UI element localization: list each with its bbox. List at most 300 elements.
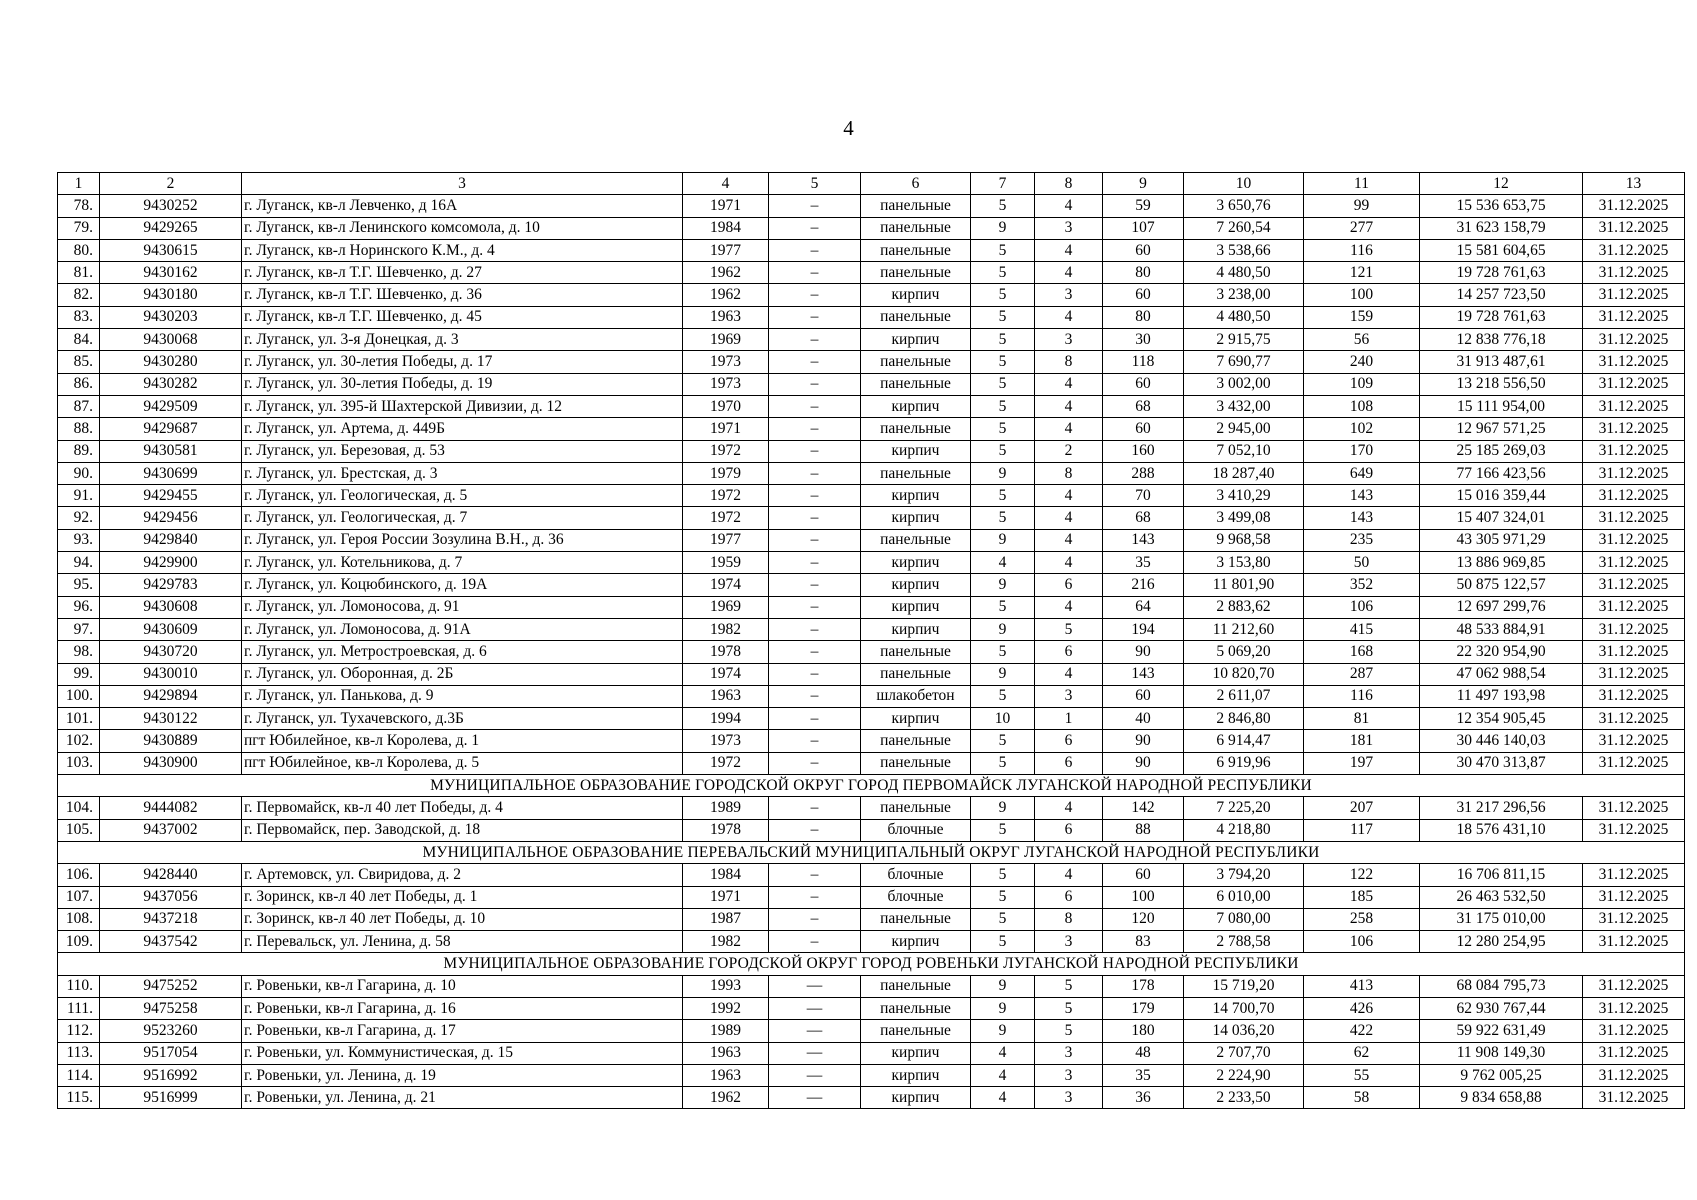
area-cell: 2 915,75: [1184, 329, 1304, 351]
apartments-cell: 88: [1103, 819, 1184, 841]
cost-cell: 30 470 313,87: [1420, 752, 1583, 774]
residents-cell: 352: [1304, 574, 1420, 596]
area-cell: 2 846,80: [1184, 708, 1304, 730]
row-number-cell: 94.: [58, 552, 100, 574]
year-built-cell: 1971: [683, 418, 769, 440]
entrances-cell: 6: [1035, 886, 1103, 908]
address-cell: г. Ровеньки, ул. Коммунистическая, д. 15: [242, 1042, 683, 1064]
wall-material-cell: панельные: [861, 418, 971, 440]
floors-cell: 5: [971, 418, 1035, 440]
year-built-cell: 1982: [683, 931, 769, 953]
residents-cell: 117: [1304, 819, 1420, 841]
year-built-cell: 1972: [683, 752, 769, 774]
table-row: [58, 462, 1685, 484]
entrances-cell: 5: [1035, 618, 1103, 640]
cadastral-id-cell: 9429455: [100, 485, 242, 507]
apartments-cell: 40: [1103, 708, 1184, 730]
row-number-cell: 102.: [58, 730, 100, 752]
year-built-cell: 1963: [683, 306, 769, 328]
dash-cell: –: [769, 752, 861, 774]
deadline-cell: 31.12.2025: [1583, 908, 1685, 930]
row-number-cell: 92.: [58, 507, 100, 529]
year-built-cell: 1989: [683, 797, 769, 819]
wall-material-cell: панельные: [861, 262, 971, 284]
floors-cell: 9: [971, 997, 1035, 1019]
dash-cell: –: [769, 685, 861, 707]
entrances-cell: 4: [1035, 306, 1103, 328]
table-row: [58, 574, 1685, 596]
dash-cell: —: [769, 997, 861, 1019]
column-header: 7: [971, 173, 1035, 195]
floors-cell: 5: [971, 195, 1035, 217]
row-number-cell: 108.: [58, 908, 100, 930]
dash-cell: —: [769, 1064, 861, 1086]
table-row: [58, 708, 1685, 730]
cadastral-id-cell: 9430581: [100, 440, 242, 462]
address-cell: г. Луганск, ул. Коцюбинского, д. 19А: [242, 574, 683, 596]
year-built-cell: 1963: [683, 685, 769, 707]
area-cell: 10 820,70: [1184, 663, 1304, 685]
cost-cell: 31 913 487,61: [1420, 351, 1583, 373]
wall-material-cell: панельные: [861, 373, 971, 395]
floors-cell: 5: [971, 329, 1035, 351]
year-built-cell: 1993: [683, 975, 769, 997]
area-cell: 7 690,77: [1184, 351, 1304, 373]
apartments-cell: 288: [1103, 462, 1184, 484]
entrances-cell: 4: [1035, 864, 1103, 886]
floors-cell: 4: [971, 1064, 1035, 1086]
dash-cell: –: [769, 462, 861, 484]
cadastral-id-cell: 9430203: [100, 306, 242, 328]
year-built-cell: 1963: [683, 1064, 769, 1086]
cost-cell: 15 111 954,00: [1420, 395, 1583, 417]
cadastral-id-cell: 9430122: [100, 708, 242, 730]
area-cell: 7 225,20: [1184, 797, 1304, 819]
apartments-cell: 60: [1103, 685, 1184, 707]
apartments-cell: 118: [1103, 351, 1184, 373]
address-cell: г. Зоринск, кв-л 40 лет Победы, д. 10: [242, 908, 683, 930]
address-cell: г. Луганск, кв-л Т.Г. Шевченко, д. 36: [242, 284, 683, 306]
dash-cell: —: [769, 1020, 861, 1042]
wall-material-cell: панельные: [861, 529, 971, 551]
floors-cell: 9: [971, 1020, 1035, 1042]
municipality-heading: МУНИЦИПАЛЬНОЕ ОБРАЗОВАНИЕ ГОРОДСКОЙ ОКРУГ ГОРОД ПЕРВОМАЙСК ЛУГАНСКОЙ НАРОДНОЙ РЕСПУБЛИКИ: [58, 775, 1685, 797]
deadline-cell: 31.12.2025: [1583, 708, 1685, 730]
row-number-cell: 90.: [58, 462, 100, 484]
registry-body: [58, 195, 1685, 1109]
apartments-cell: 30: [1103, 329, 1184, 351]
cost-cell: 31 217 296,56: [1420, 797, 1583, 819]
cost-cell: 43 305 971,29: [1420, 529, 1583, 551]
cadastral-id-cell: 9429509: [100, 395, 242, 417]
area-cell: 6 010,00: [1184, 886, 1304, 908]
row-number-cell: 88.: [58, 418, 100, 440]
municipality-section-row: [58, 953, 1685, 975]
table-row: [58, 1020, 1685, 1042]
cost-cell: 31 175 010,00: [1420, 908, 1583, 930]
wall-material-cell: панельные: [861, 239, 971, 261]
column-header: 12: [1420, 173, 1583, 195]
cost-cell: 68 084 795,73: [1420, 975, 1583, 997]
deadline-cell: 31.12.2025: [1583, 997, 1685, 1019]
cadastral-id-cell: 9429456: [100, 507, 242, 529]
wall-material-cell: панельные: [861, 908, 971, 930]
cost-cell: 48 533 884,91: [1420, 618, 1583, 640]
entrances-cell: 6: [1035, 574, 1103, 596]
dash-cell: —: [769, 1087, 861, 1109]
wall-material-cell: панельные: [861, 975, 971, 997]
deadline-cell: 31.12.2025: [1583, 552, 1685, 574]
apartments-cell: 83: [1103, 931, 1184, 953]
row-number-cell: 103.: [58, 752, 100, 774]
apartments-cell: 160: [1103, 440, 1184, 462]
cadastral-id-cell: 9430180: [100, 284, 242, 306]
cost-cell: 14 257 723,50: [1420, 284, 1583, 306]
residents-cell: 422: [1304, 1020, 1420, 1042]
floors-cell: 5: [971, 440, 1035, 462]
address-cell: г. Луганск, ул. Оборонная, д. 2Б: [242, 663, 683, 685]
entrances-cell: 3: [1035, 1042, 1103, 1064]
apartments-cell: 59: [1103, 195, 1184, 217]
dash-cell: –: [769, 797, 861, 819]
deadline-cell: 31.12.2025: [1583, 641, 1685, 663]
address-cell: г. Луганск, ул. 3-я Донецкая, д. 3: [242, 329, 683, 351]
column-header: 6: [861, 173, 971, 195]
cost-cell: 15 581 604,65: [1420, 239, 1583, 261]
wall-material-cell: панельные: [861, 195, 971, 217]
cadastral-id-cell: 9437218: [100, 908, 242, 930]
apartments-cell: 60: [1103, 239, 1184, 261]
dash-cell: –: [769, 440, 861, 462]
cost-cell: 50 875 122,57: [1420, 574, 1583, 596]
cost-cell: 19 728 761,63: [1420, 262, 1583, 284]
floors-cell: 5: [971, 819, 1035, 841]
area-cell: 2 788,58: [1184, 931, 1304, 953]
table-row: [58, 931, 1685, 953]
year-built-cell: 1987: [683, 908, 769, 930]
cadastral-id-cell: 9437542: [100, 931, 242, 953]
year-built-cell: 1978: [683, 819, 769, 841]
column-header: 8: [1035, 173, 1103, 195]
residents-cell: 170: [1304, 440, 1420, 462]
dash-cell: –: [769, 886, 861, 908]
apartments-cell: 194: [1103, 618, 1184, 640]
table-row: [58, 262, 1685, 284]
wall-material-cell: панельные: [861, 730, 971, 752]
row-number-cell: 96.: [58, 596, 100, 618]
floors-cell: 5: [971, 239, 1035, 261]
entrances-cell: 2: [1035, 440, 1103, 462]
floors-cell: 4: [971, 1087, 1035, 1109]
address-cell: г. Луганск, ул. 395-й Шахтерской Дивизии, д. 12: [242, 395, 683, 417]
row-number-cell: 85.: [58, 351, 100, 373]
year-built-cell: 1972: [683, 485, 769, 507]
row-number-cell: 105.: [58, 819, 100, 841]
floors-cell: 5: [971, 507, 1035, 529]
deadline-cell: 31.12.2025: [1583, 462, 1685, 484]
floors-cell: 5: [971, 373, 1035, 395]
entrances-cell: 4: [1035, 663, 1103, 685]
address-cell: г. Луганск, ул. Артема, д. 449Б: [242, 418, 683, 440]
wall-material-cell: кирпич: [861, 552, 971, 574]
area-cell: 3 153,80: [1184, 552, 1304, 574]
residents-cell: 81: [1304, 708, 1420, 730]
dash-cell: –: [769, 351, 861, 373]
floors-cell: 5: [971, 596, 1035, 618]
dash-cell: –: [769, 618, 861, 640]
floors-cell: 5: [971, 886, 1035, 908]
apartments-cell: 60: [1103, 284, 1184, 306]
floors-cell: 5: [971, 351, 1035, 373]
row-number-cell: 82.: [58, 284, 100, 306]
floors-cell: 9: [971, 462, 1035, 484]
floors-cell: 9: [971, 797, 1035, 819]
table-row: [58, 418, 1685, 440]
year-built-cell: 1973: [683, 373, 769, 395]
deadline-cell: 31.12.2025: [1583, 663, 1685, 685]
cost-cell: 47 062 988,54: [1420, 663, 1583, 685]
table-row: [58, 351, 1685, 373]
area-cell: 14 700,70: [1184, 997, 1304, 1019]
entrances-cell: 4: [1035, 552, 1103, 574]
area-cell: 7 260,54: [1184, 217, 1304, 239]
entrances-cell: 8: [1035, 462, 1103, 484]
cadastral-id-cell: 9430720: [100, 641, 242, 663]
cost-cell: 77 166 423,56: [1420, 462, 1583, 484]
column-header: 1: [58, 173, 100, 195]
column-header: 4: [683, 173, 769, 195]
row-number-cell: 91.: [58, 485, 100, 507]
cost-cell: 18 576 431,10: [1420, 819, 1583, 841]
floors-cell: 5: [971, 284, 1035, 306]
cadastral-id-cell: 9430615: [100, 239, 242, 261]
deadline-cell: 31.12.2025: [1583, 574, 1685, 596]
deadline-cell: 31.12.2025: [1583, 373, 1685, 395]
table-row: [58, 819, 1685, 841]
dash-cell: –: [769, 819, 861, 841]
residents-cell: 197: [1304, 752, 1420, 774]
cadastral-id-cell: 9523260: [100, 1020, 242, 1042]
table-row: [58, 440, 1685, 462]
floors-cell: 5: [971, 395, 1035, 417]
deadline-cell: 31.12.2025: [1583, 886, 1685, 908]
area-cell: 15 719,20: [1184, 975, 1304, 997]
entrances-cell: 4: [1035, 373, 1103, 395]
cadastral-id-cell: 9430280: [100, 351, 242, 373]
cost-cell: 9 834 658,88: [1420, 1087, 1583, 1109]
address-cell: г. Луганск, ул. Ломоносова, д. 91А: [242, 618, 683, 640]
area-cell: 3 650,76: [1184, 195, 1304, 217]
floors-cell: 9: [971, 529, 1035, 551]
residents-cell: 100: [1304, 284, 1420, 306]
year-built-cell: 1984: [683, 864, 769, 886]
residents-cell: 415: [1304, 618, 1420, 640]
dash-cell: –: [769, 596, 861, 618]
cost-cell: 13 886 969,85: [1420, 552, 1583, 574]
address-cell: г. Луганск, ул. Тухачевского, д.3Б: [242, 708, 683, 730]
deadline-cell: 31.12.2025: [1583, 618, 1685, 640]
address-cell: г. Луганск, ул. Метростроевская, д. 6: [242, 641, 683, 663]
residents-cell: 50: [1304, 552, 1420, 574]
column-header: 13: [1583, 173, 1685, 195]
wall-material-cell: панельные: [861, 752, 971, 774]
cost-cell: 16 706 811,15: [1420, 864, 1583, 886]
cost-cell: 13 218 556,50: [1420, 373, 1583, 395]
residents-cell: 55: [1304, 1064, 1420, 1086]
table-row: [58, 641, 1685, 663]
entrances-cell: 3: [1035, 931, 1103, 953]
floors-cell: 9: [971, 975, 1035, 997]
area-cell: 3 238,00: [1184, 284, 1304, 306]
table-row: [58, 239, 1685, 261]
residents-cell: 143: [1304, 485, 1420, 507]
deadline-cell: 31.12.2025: [1583, 262, 1685, 284]
apartments-cell: 70: [1103, 485, 1184, 507]
dash-cell: –: [769, 418, 861, 440]
table-row: [58, 663, 1685, 685]
cadastral-id-cell: 9430609: [100, 618, 242, 640]
dash-cell: –: [769, 931, 861, 953]
year-built-cell: 1971: [683, 195, 769, 217]
address-cell: г. Луганск, кв-л Левченко, д 16А: [242, 195, 683, 217]
floors-cell: 5: [971, 641, 1035, 663]
row-number-cell: 93.: [58, 529, 100, 551]
cadastral-id-cell: 9437056: [100, 886, 242, 908]
residents-cell: 99: [1304, 195, 1420, 217]
cadastral-id-cell: 9429687: [100, 418, 242, 440]
municipality-section-row: [58, 775, 1685, 797]
apartments-cell: 60: [1103, 864, 1184, 886]
cadastral-id-cell: 9430162: [100, 262, 242, 284]
apartments-cell: 180: [1103, 1020, 1184, 1042]
address-cell: г. Луганск, кв-л Ленинского комсомола, д. 10: [242, 217, 683, 239]
cost-cell: 22 320 954,90: [1420, 641, 1583, 663]
year-built-cell: 1994: [683, 708, 769, 730]
address-cell: г. Луганск, ул. Брестская, д. 3: [242, 462, 683, 484]
row-number-cell: 80.: [58, 239, 100, 261]
deadline-cell: 31.12.2025: [1583, 284, 1685, 306]
row-number-cell: 110.: [58, 975, 100, 997]
floors-cell: 5: [971, 485, 1035, 507]
row-number-cell: 113.: [58, 1042, 100, 1064]
year-built-cell: 1970: [683, 395, 769, 417]
apartments-cell: 35: [1103, 1064, 1184, 1086]
entrances-cell: 8: [1035, 908, 1103, 930]
cost-cell: 31 623 158,79: [1420, 217, 1583, 239]
entrances-cell: 4: [1035, 418, 1103, 440]
wall-material-cell: панельные: [861, 306, 971, 328]
deadline-cell: 31.12.2025: [1583, 485, 1685, 507]
address-cell: г. Ровеньки, кв-л Гагарина, д. 16: [242, 997, 683, 1019]
row-number-cell: 104.: [58, 797, 100, 819]
dash-cell: –: [769, 373, 861, 395]
dash-cell: –: [769, 641, 861, 663]
cadastral-id-cell: 9430252: [100, 195, 242, 217]
address-cell: г. Луганск, кв-л Т.Г. Шевченко, д. 27: [242, 262, 683, 284]
deadline-cell: 31.12.2025: [1583, 195, 1685, 217]
residents-cell: 159: [1304, 306, 1420, 328]
area-cell: 3 538,66: [1184, 239, 1304, 261]
year-built-cell: 1959: [683, 552, 769, 574]
cadastral-id-cell: 9429900: [100, 552, 242, 574]
table-row: [58, 552, 1685, 574]
address-cell: г. Луганск, ул. Геологическая, д. 7: [242, 507, 683, 529]
wall-material-cell: панельные: [861, 797, 971, 819]
residents-cell: 56: [1304, 329, 1420, 351]
floors-cell: 5: [971, 306, 1035, 328]
table-row: [58, 752, 1685, 774]
deadline-cell: 31.12.2025: [1583, 730, 1685, 752]
apartments-cell: 64: [1103, 596, 1184, 618]
deadline-cell: 31.12.2025: [1583, 1020, 1685, 1042]
area-cell: 18 287,40: [1184, 462, 1304, 484]
address-cell: пгт Юбилейное, кв-л Королева, д. 1: [242, 730, 683, 752]
floors-cell: 5: [971, 262, 1035, 284]
cadastral-id-cell: 9475252: [100, 975, 242, 997]
year-built-cell: 1992: [683, 997, 769, 1019]
year-built-cell: 1969: [683, 329, 769, 351]
residents-cell: 258: [1304, 908, 1420, 930]
dash-cell: –: [769, 864, 861, 886]
year-built-cell: 1974: [683, 574, 769, 596]
table-row: [58, 1064, 1685, 1086]
entrances-cell: 3: [1035, 217, 1103, 239]
residents-cell: 287: [1304, 663, 1420, 685]
area-cell: 7 052,10: [1184, 440, 1304, 462]
address-cell: г. Луганск, ул. Панькова, д. 9: [242, 685, 683, 707]
entrances-cell: 4: [1035, 529, 1103, 551]
year-built-cell: 1969: [683, 596, 769, 618]
column-header: 10: [1184, 173, 1304, 195]
table-row: [58, 306, 1685, 328]
dash-cell: —: [769, 975, 861, 997]
apartments-cell: 60: [1103, 373, 1184, 395]
dash-cell: –: [769, 730, 861, 752]
wall-material-cell: кирпич: [861, 329, 971, 351]
cadastral-id-cell: 9430608: [100, 596, 242, 618]
address-cell: г. Луганск, ул. 30-летия Победы, д. 19: [242, 373, 683, 395]
wall-material-cell: панельные: [861, 663, 971, 685]
table-row: [58, 908, 1685, 930]
dash-cell: –: [769, 485, 861, 507]
deadline-cell: 31.12.2025: [1583, 596, 1685, 618]
year-built-cell: 1982: [683, 618, 769, 640]
dash-cell: –: [769, 529, 861, 551]
floors-cell: 5: [971, 864, 1035, 886]
year-built-cell: 1978: [683, 641, 769, 663]
address-cell: г. Луганск, ул. Котельникова, д. 7: [242, 552, 683, 574]
residents-cell: 240: [1304, 351, 1420, 373]
table-row: [58, 529, 1685, 551]
area-cell: 11 801,90: [1184, 574, 1304, 596]
address-cell: г. Луганск, ул. Ломоносова, д. 91: [242, 596, 683, 618]
area-cell: 4 480,50: [1184, 262, 1304, 284]
residents-cell: 426: [1304, 997, 1420, 1019]
apartments-cell: 90: [1103, 641, 1184, 663]
apartments-cell: 216: [1103, 574, 1184, 596]
cadastral-id-cell: 9516992: [100, 1064, 242, 1086]
area-cell: 3 002,00: [1184, 373, 1304, 395]
address-cell: г. Артемовск, ул. Свиридова, д. 2: [242, 864, 683, 886]
address-cell: г. Первомайск, кв-л 40 лет Победы, д. 4: [242, 797, 683, 819]
row-number-cell: 112.: [58, 1020, 100, 1042]
area-cell: 9 968,58: [1184, 529, 1304, 551]
wall-material-cell: кирпич: [861, 1042, 971, 1064]
deadline-cell: 31.12.2025: [1583, 329, 1685, 351]
dash-cell: –: [769, 306, 861, 328]
row-number-cell: 106.: [58, 864, 100, 886]
deadline-cell: 31.12.2025: [1583, 752, 1685, 774]
